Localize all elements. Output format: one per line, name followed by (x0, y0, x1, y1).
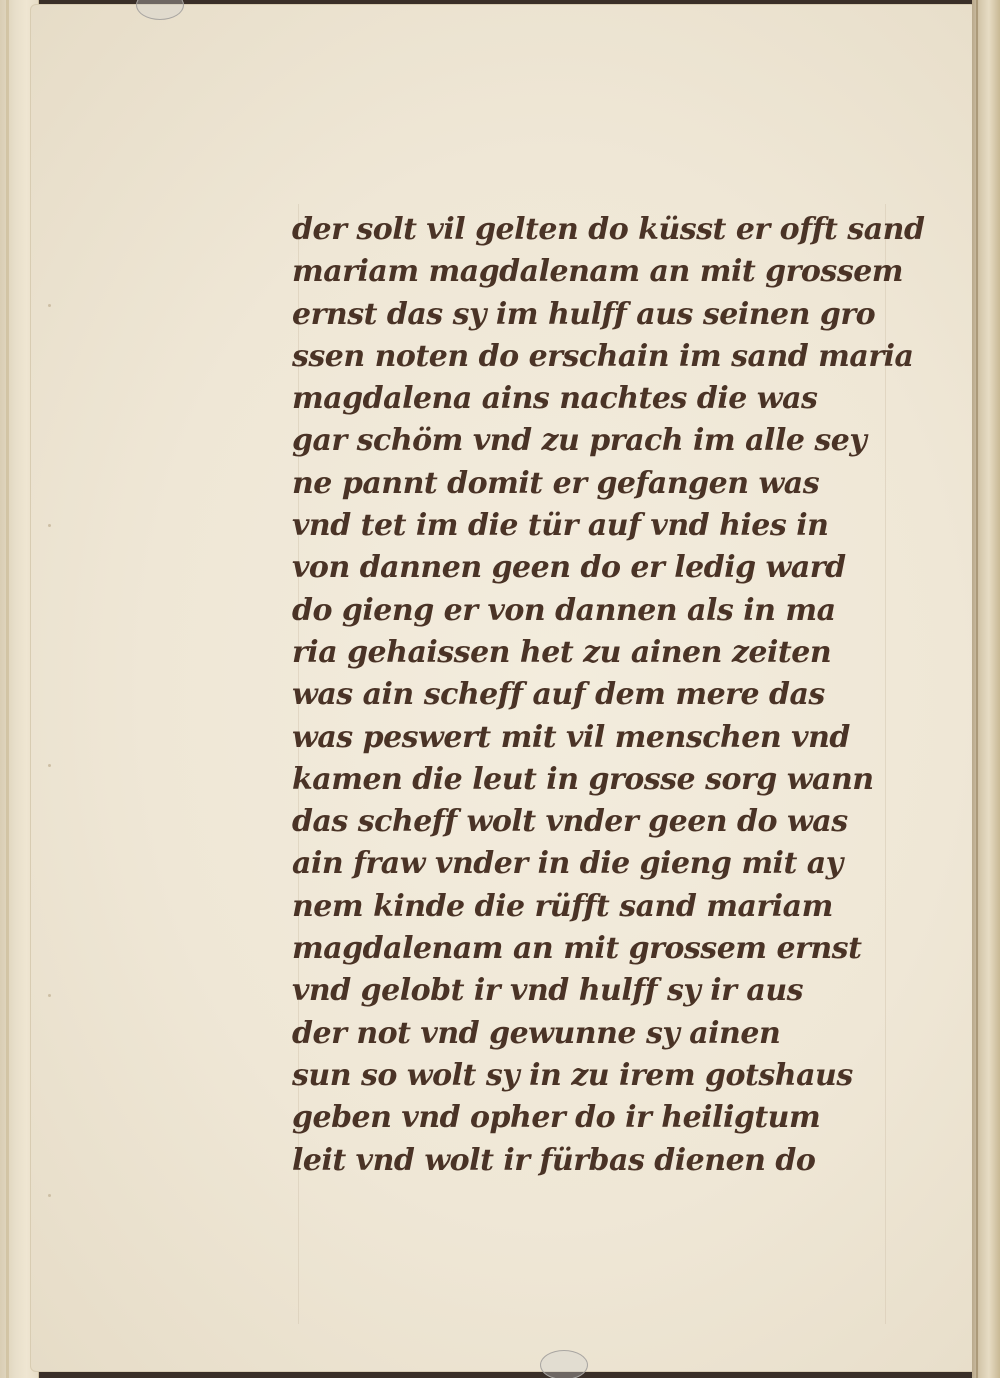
text-line: ne pannt domit er gefangen was (292, 465, 820, 501)
text-line: geben vnd opher do ir heiligtum (292, 1100, 821, 1136)
text-line: leit vnd wolt ir fürbas dienen do (292, 1142, 816, 1178)
pricking-mark (48, 994, 51, 997)
pricking-mark (48, 764, 51, 767)
text-line: ernst das sy im hulff aus seinen gro (292, 296, 876, 332)
text-line: mariam magdalenam an mit grossem (292, 254, 904, 290)
pricking-mark (48, 1194, 51, 1197)
scan-clip-mark (540, 1350, 588, 1378)
text-line: von dannen geen do er ledig ward (292, 550, 846, 586)
text-line: nem kinde die rüfft sand mariam (292, 888, 833, 924)
pricking-mark (48, 304, 51, 307)
text-line: sun so wolt sy in zu irem gotshaus (292, 1057, 853, 1093)
manuscript-text (292, 209, 925, 1182)
text-line: ain fraw vnder in die gieng mit ay (292, 846, 843, 882)
text-line: was ain scheff auf dem mere das (292, 677, 825, 713)
pricking-mark (48, 524, 51, 527)
text-line: ssen noten do erschain im sand maria (292, 338, 914, 374)
text-line: ria gehaissen het zu ainen zeiten (292, 634, 832, 670)
text-line: vnd tet im die tür auf vnd hies in (292, 508, 829, 544)
text-line: kamen die leut in grosse sorg wann (292, 761, 874, 797)
text-line: magdalena ains nachtes die was (292, 381, 818, 417)
text-line: vnd gelobt ir vnd hulff sy ir aus (292, 973, 804, 1009)
text-line: do gieng er von dannen als in ma (292, 592, 836, 628)
right-page-edge (972, 0, 1000, 1378)
text-line: der not vnd gewunne sy ainen (292, 1015, 781, 1051)
text-line: magdalenam an mit grossem ernst (292, 931, 862, 967)
manuscript-page (30, 4, 980, 1372)
text-line: der solt vil gelten do küsst er offt sand (292, 212, 925, 247)
text-line: was peswert mit vil menschen vnd (292, 719, 850, 755)
text-line: gar schöm vnd zu prach im alle sey (292, 423, 867, 459)
text-line: das scheff wolt vnder geen do was (292, 804, 848, 840)
